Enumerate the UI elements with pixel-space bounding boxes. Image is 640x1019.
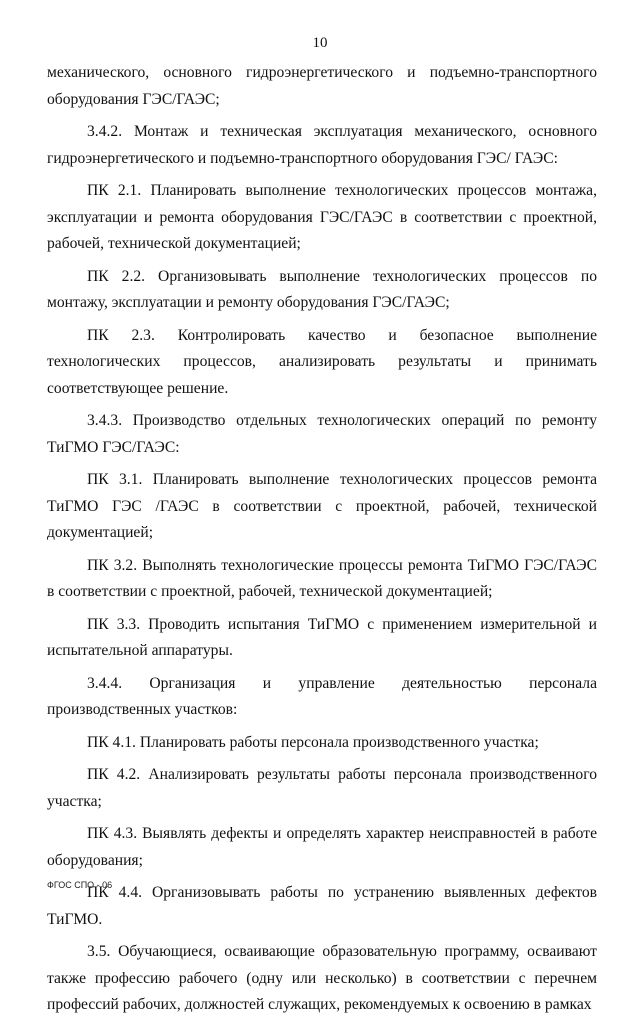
section-heading-3-4-2: 3.4.2. Монтаж и техническая эксплуатация механического, основного гидроэнергетического и подъемно-транспортного оборудования ГЭС/ ГАЭС: [47,123,597,167]
document-body [47,60,597,1019]
competence-pk-2-2: ПК 2.2. Организовывать выполнение технологических процессов по монтажу, эксплуатации и ремонту оборудования ГЭС/ГАЭС; [47,267,597,311]
competence-pk-4-1: ПК 4.1. Планировать работы персонала производственного участка; [87,733,539,751]
competence-pk-4-4: ПК 4.4. Организовывать работы по устранению выявленных дефектов ТиГМО. [47,884,597,928]
competence-pk-3-1: ПК 3.1. Планировать выполнение технологических процессов ремонта ТиГМО ГЭС /ГАЭС в соответствии с проектной, рабочей, технической документацией; [47,471,597,541]
competence-pk-4-2: ПК 4.2. Анализировать результаты работы персонала производственного участка; [47,766,597,810]
competence-pk-3-3: ПК 3.3. Проводить испытания ТиГМО с применением измерительной и испытательной аппаратуры. [47,615,597,659]
competence-pk-4-3: ПК 4.3. Выявлять дефекты и определять характер неисправностей в работе оборудования; [47,825,597,869]
footer-label: ФГОС СПО - 06 [47,880,113,890]
page-number: 10 [312,35,328,51]
section-heading-3-4-3: 3.4.3. Производство отдельных технологических операций по ремонту ТиГМО ГЭС/ГАЭС: [47,412,597,456]
competence-pk-2-3: ПК 2.3. Контролировать качество и безопасное выполнение технологических процессов, анализировать результаты и принимать соответствующее решение. [47,326,597,397]
section-heading-3-4-4: 3.4.4. Организация и управление деятельностью персонала производственных участков: [47,674,597,718]
competence-pk-3-2: ПК 3.2. Выполнять технологические процессы ремонта ТиГМО ГЭС/ГАЭС в соответствии с проектной, рабочей, технической документацией; [47,556,597,600]
competence-pk-2-1: ПК 2.1. Планировать выполнение технологических процессов монтажа, эксплуатации и ремонта оборудования ГЭС/ГАЭС в соответствии с проектной, рабочей, технической документацией; [47,182,597,252]
paragraph: механического, основного гидроэнергетического и подъемно-транспортного оборудования ГЭС/ГАЭС; [47,64,597,108]
section-heading-3-5: 3.5. Обучающиеся, осваивающие образовательную программу, осваивают также профессию рабочего (одну или несколько) в соответствии с перечнем профессий рабочих, должностей служащих, рекомендуемых к освоению в рамках [47,943,597,1013]
